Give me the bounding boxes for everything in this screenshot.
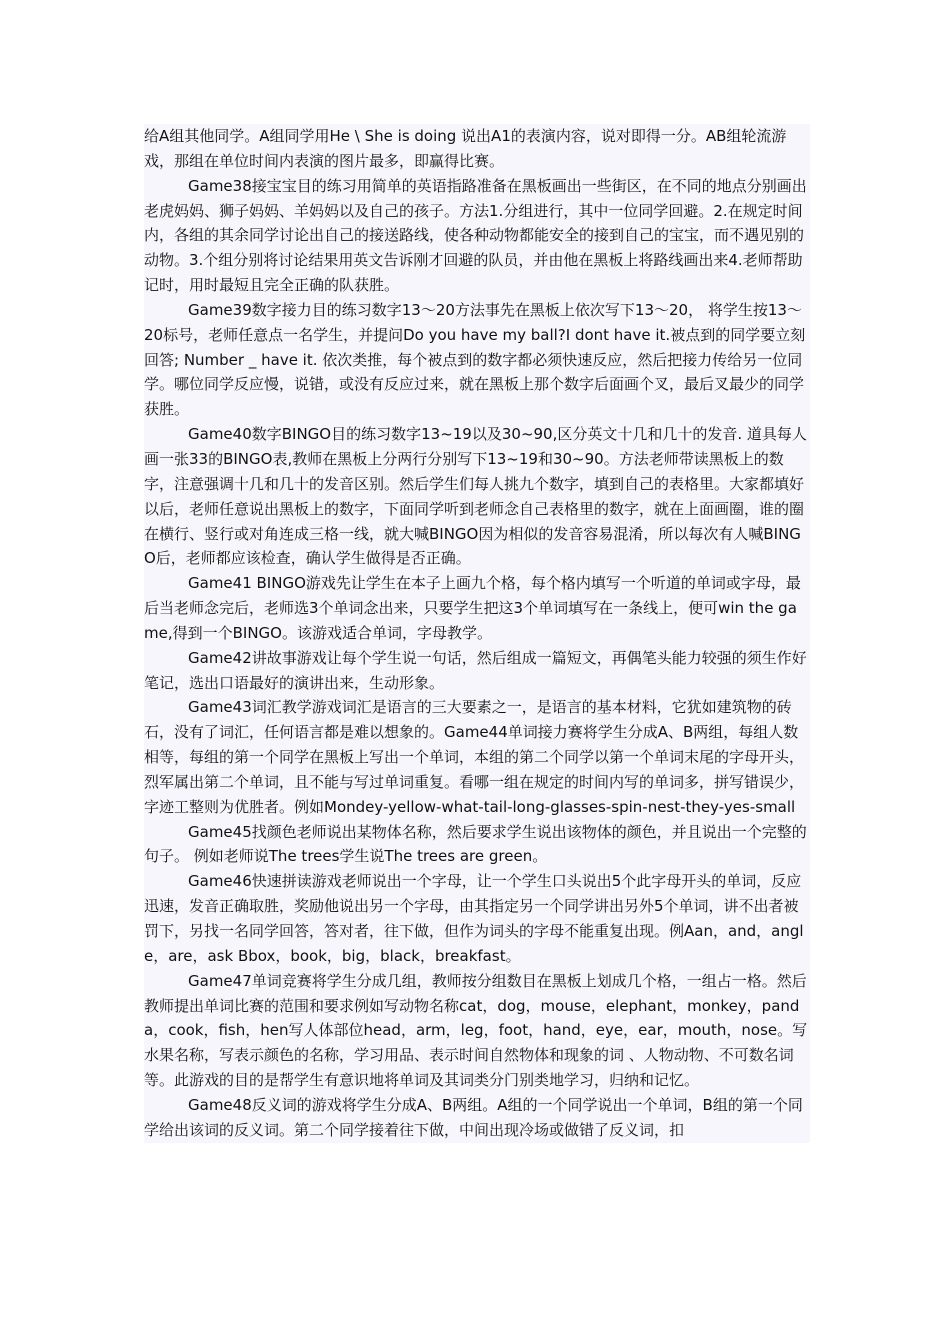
paragraph-game46: Game46快速拼读游戏老师说出一个字母，让一个学生口头说出5个此字母开头的单词，反应迅速，发音正确取胜，奖励他说出另一个字母，由其指定另一个同学讲出另外5个单词，讲不出者被罚下，另找一名同学回答，答对者，往下做，但作为词头的字母不能重复出现。例Aan，and，angle，are，ask Bbox，book，big，black，breakfast。 — [144, 872, 804, 965]
paragraph-game47: Game47单词竞赛将学生分成几组，教师按分组数目在黑板上划成几个格，一组占一格。然后教师提出单词比赛的范围和要求例如写动物名称cat，dog，mouse，elephant，monkey，panda，cook，fish，hen写人体部位head，arm，leg，foot，hand，eye，ear，mouth，nose。写水果名称，写表示颜色的名称，学习用品、表示时间自然物体和现象的词 、人物动物、不可数名词等。此游戏的目的是帮学生有意识地将单词及其词类分门别类地学习，归纳和记忆。 — [144, 971, 808, 1090]
paragraph-game45: Game45找颜色老师说出某物体名称，然后要求学生说出该物体的颜色，并且说出一个完整的句子。 例如老师说The trees学生说The trees are green。 — [144, 822, 807, 866]
paragraph-game38: Game38接宝宝目的练习用简单的英语指路准备在黑板画出一些街区，在不同的地点分别画出老虎妈妈、狮子妈妈、羊妈妈以及自己的孩子。方法1.分组进行，其中一位同学回避。2.在规定时间内，各组的其余同学讨论出自己的接送路线，使各种动物都能安全的接到自己的宝宝，而不遇见别的动物。3.个组分别将讨论结果用英文告诉刚才回避的队员，并由他在黑板上将路线画出来4.老师帮助记时，用时最短且完全正确的队获胜。 — [144, 176, 807, 295]
paragraph-game42: Game42讲故事游戏让每个学生说一句话，然后组成一篇短文，再偶笔头能力较强的须生作好笔记，选出口语最好的演讲出来，生动形象。 — [144, 648, 807, 692]
paragraph-game41: Game41 BINGO游戏先让学生在本子上画九个格，每个格内填写一个听道的单词或字母，最后当老师念完后，老师选3个单词念出来，只要学生把这3个单词填写在一条线上，便可win the game,得到一个BINGO。该游戏适合单词，字母教学。 — [144, 574, 801, 642]
paragraph-game40: Game40数字BINGO目的练习数字13~19以及30~90,区分英文十几和几十的发音. 道具每人画一张33的BINGO表,教师在黑板上分两行分别写下13~19和30~90。方法老师带读黑板上的数字，注意强调十几和几十的发音区别。然后学生们每人挑九个数字，填到自己的表格里。大家都填好以后，老师任意说出黑板上的数字，下面同学听到老师念自己表格里的数字，就在上面画圈，谁的圈在横行、竖行或对角连成三格一线，就大喊BINGO因为相似的发音容易混淆，所以每次有人喊BINGO后，老师都应该检查，确认学生做得是否正确。 — [144, 425, 807, 568]
paragraph-game43-44: Game43词汇教学游戏词汇是语言的三大要素之一，是语言的基本材料，它犹如建筑物的砖石，没有了词汇，任何语言都是难以想象的。Game44单词接力赛将学生分成A、B两组，每组人数相等，每组的第一个同学在黑板上写出一个单词，本组的第二个同学以第一个单词末尾的字母开头，烈军属出第二个单词，且不能与写过单词重复。看哪一组在规定的时间内写的单词多，拼写错误少，字迹工整则为优胜者。例如Mondey-yellow-what-tail-long-glasses-spin-nest-they-yes-small — [144, 698, 805, 816]
paragraph-game39: Game39数字接力目的练习数字13～20方法事先在黑板上依次写下13～20， 将学生按13～20标号，老师任意点一名学生，并提问Do you have my ball?I dont have it.被点到的同学要立刻回答; Number _ have it. 依次类推，每个被点到的数字都必须快速反应，然后把接力传给另一位同学。哪位同学反应慢，说错，或没有反应过来，就在黑板上那个数字后面画个叉，最后叉最少的同学获胜。 — [144, 300, 806, 419]
document-body — [144, 124, 810, 1143]
paragraph-game37-continued: 给A组其他同学。A组同学用He \ She is doing 说出A1的表演内容，说对即得一分。AB组轮流游戏，那组在单位时间内表演的图片最多，即赢得比赛。 — [144, 127, 787, 170]
paragraph-game48: Game48反义词的游戏将学生分成A、B两组。A组的一个同学说出一个单词，B组的第一个同学给出该词的反义词。第二个同学接着往下做，中间出现冷场或做错了反义词，扣 — [144, 1095, 803, 1139]
